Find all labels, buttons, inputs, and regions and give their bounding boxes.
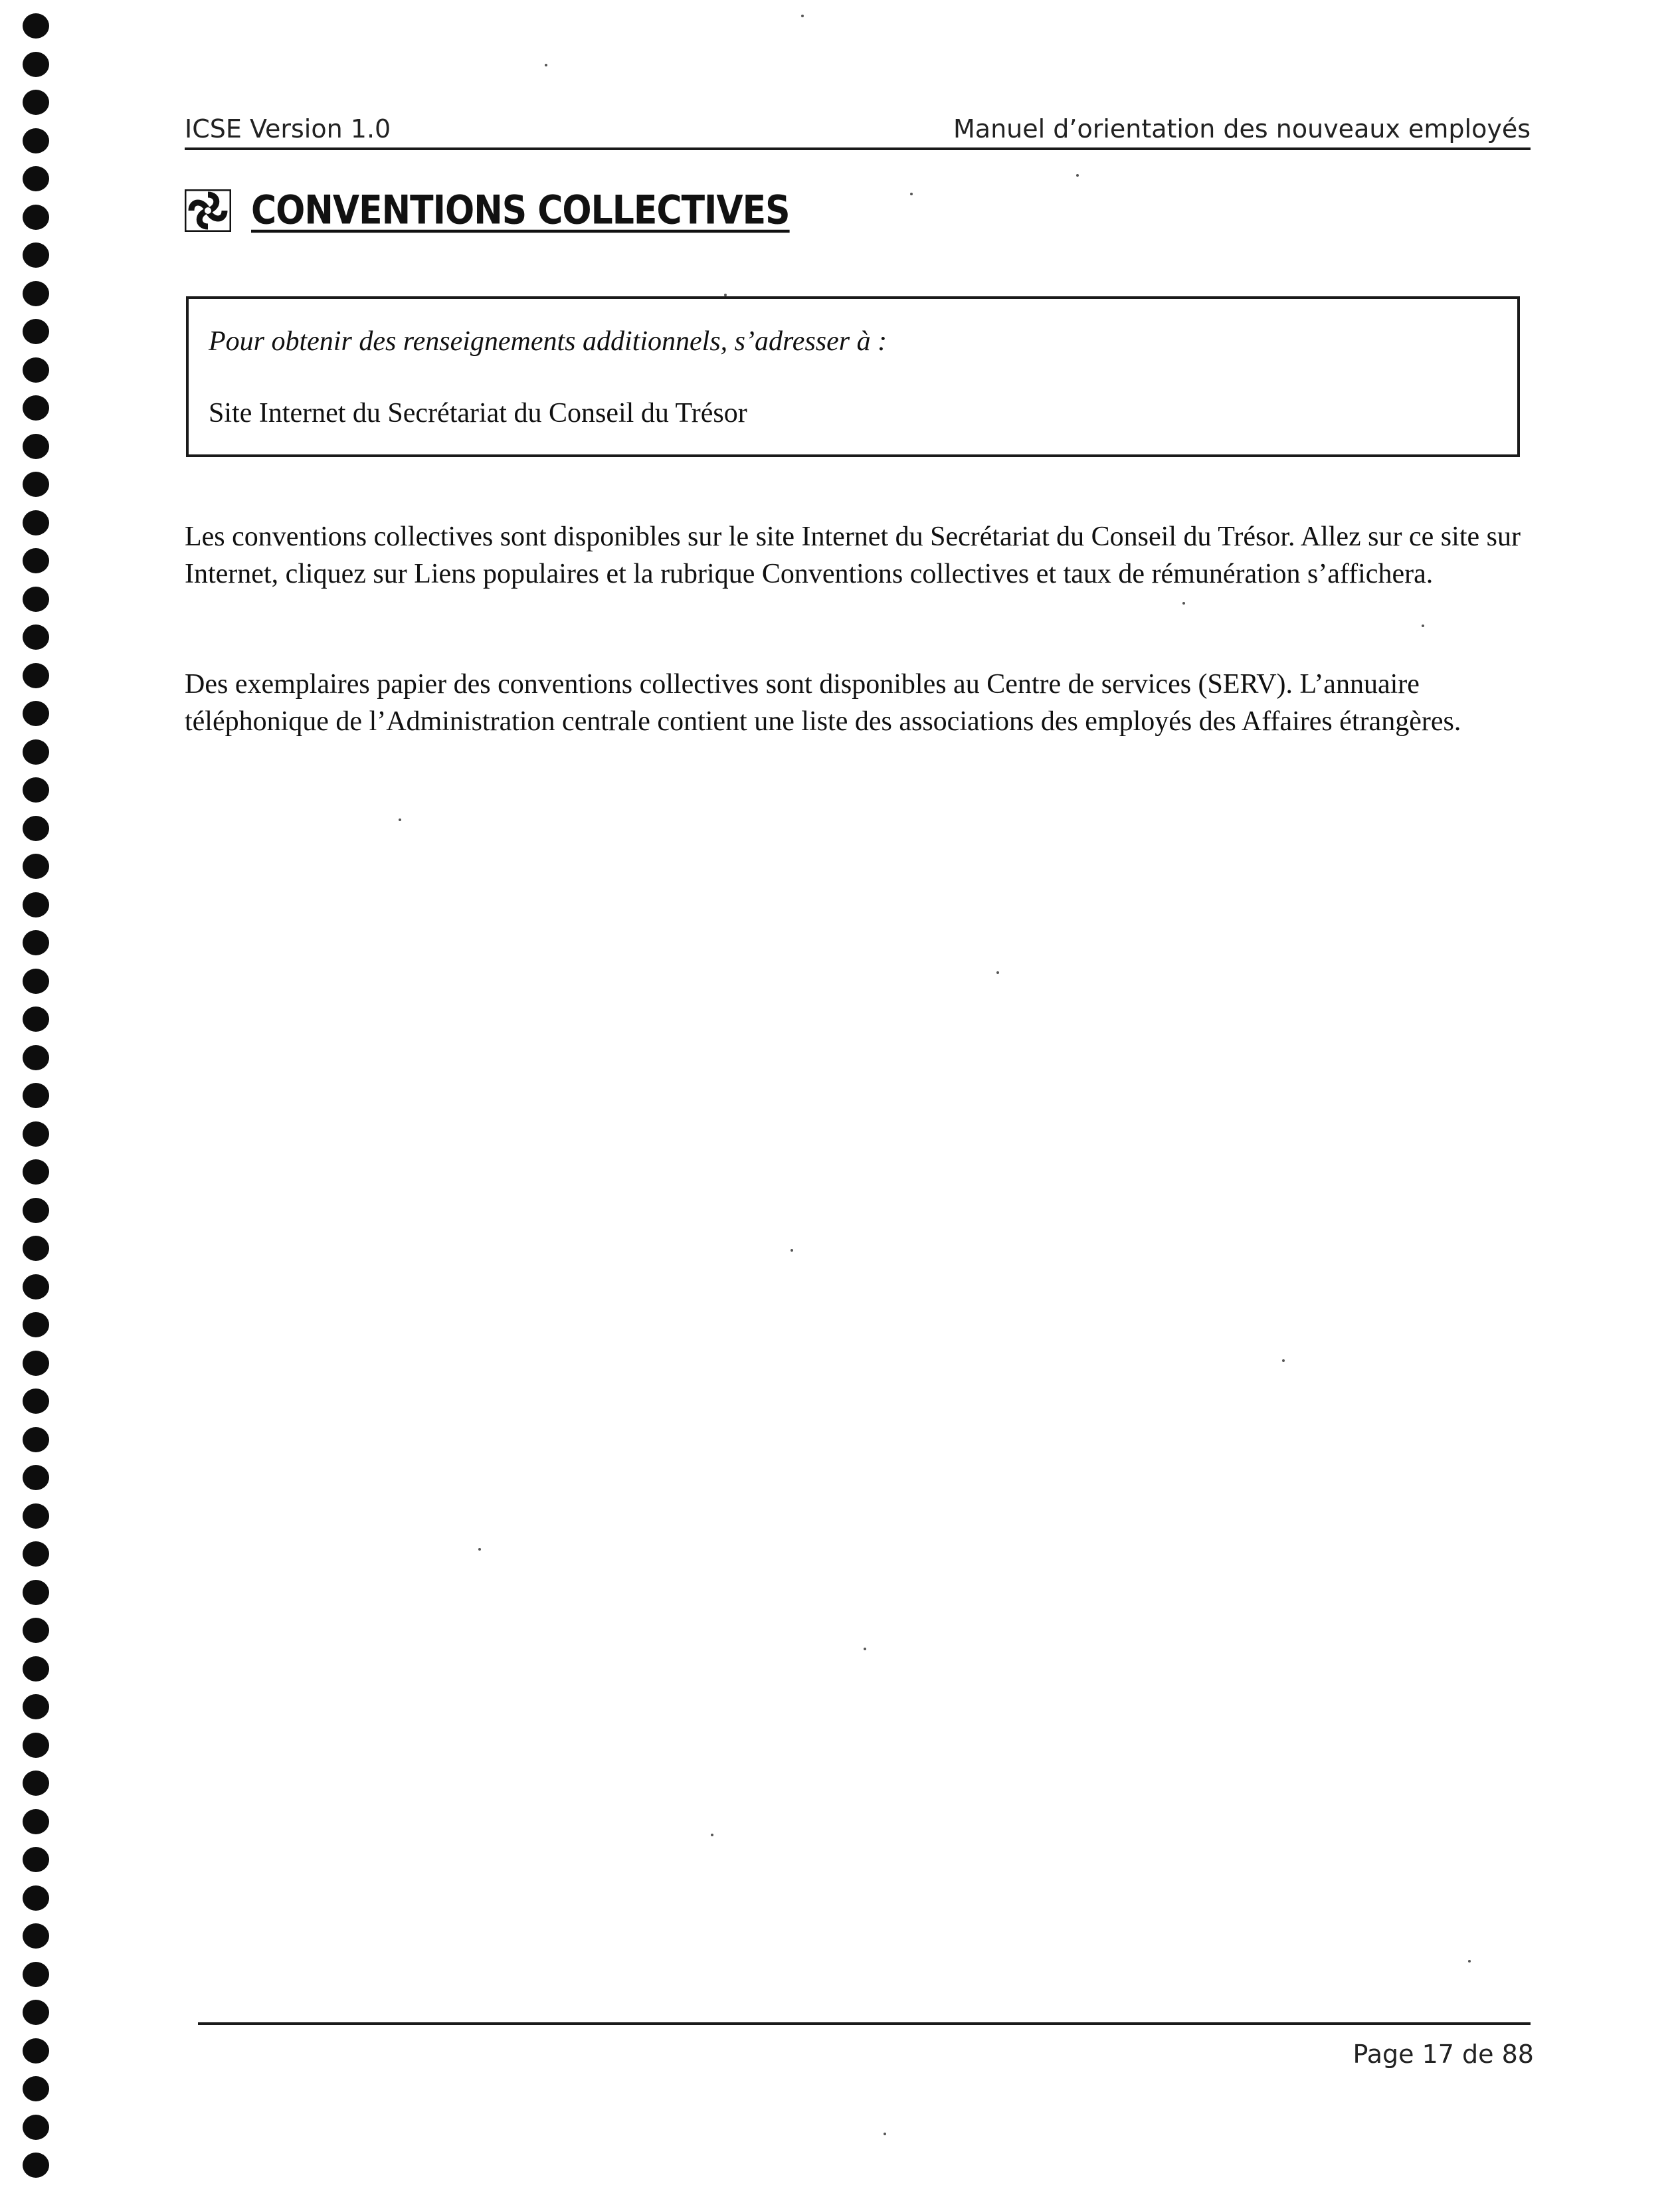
binding-hole — [23, 357, 49, 383]
binding-hole — [23, 1274, 49, 1299]
binding-hole — [23, 434, 49, 459]
binding-hole — [23, 281, 49, 306]
binding-hole — [23, 1809, 49, 1834]
binding-hole — [23, 777, 49, 803]
binding-hole — [23, 1580, 49, 1605]
binding-hole — [23, 319, 49, 344]
binding-hole — [23, 587, 49, 612]
binding-hole — [23, 395, 49, 421]
binding-hole — [23, 854, 49, 879]
binding-hole — [23, 663, 49, 688]
binding-hole — [23, 739, 49, 765]
binding-hole — [23, 1465, 49, 1490]
binding-hole — [23, 472, 49, 497]
binding-hole — [23, 1198, 49, 1223]
binding-hole — [23, 1389, 49, 1414]
binding-hole — [23, 1045, 49, 1070]
header-document-title: Manuel d’orientation des nouveaux employés — [953, 114, 1531, 144]
binding-hole — [23, 205, 49, 230]
binding-hole — [23, 1541, 49, 1567]
binding-hole — [23, 2076, 49, 2101]
scan-speck — [1282, 1359, 1285, 1362]
scan-speck — [399, 818, 401, 821]
binding-hole — [23, 1771, 49, 1796]
header-version: ICSE Version 1.0 — [185, 114, 391, 144]
section-title: CONVENTIONS COLLECTIVES — [251, 187, 790, 234]
scan-speck — [1422, 624, 1424, 627]
binding-hole — [23, 128, 49, 153]
binding-hole — [23, 2038, 49, 2064]
binding-hole — [23, 1312, 49, 1337]
binding-hole — [23, 816, 49, 841]
binding-hole — [23, 1885, 49, 1911]
scan-speck — [910, 193, 913, 195]
binding-hole — [23, 52, 49, 77]
binding-hole — [23, 510, 49, 535]
paragraph-availability: Les conventions collectives sont disponibles sur le site Internet du Secrétariat du Conseil du Trésor. Allez sur ce site sur Internet, cliquez sur Liens populaires et la rubrique Conventions collectives et taux de rémunération s’affichera. — [185, 522, 1521, 589]
binding-hole — [23, 1733, 49, 1758]
page-header — [185, 106, 1531, 150]
scan-speck — [996, 971, 999, 974]
info-box-intro: Pour obtenir des renseignements additionnels, s’adresser à : — [209, 326, 887, 357]
scan-speck — [801, 15, 804, 17]
binding-hole — [23, 624, 49, 650]
scan-speck — [864, 1648, 866, 1650]
binding-hole — [23, 1503, 49, 1529]
binding-hole — [23, 969, 49, 994]
scan-speck — [1182, 602, 1185, 605]
binding-hole — [23, 2115, 49, 2140]
scan-speck — [478, 1548, 481, 1551]
binding-hole — [23, 930, 49, 955]
binding-hole — [23, 1159, 49, 1185]
binding-hole — [23, 1351, 49, 1376]
info-box — [186, 296, 1520, 457]
knot-emblem-icon — [185, 189, 231, 232]
binding-hole — [23, 166, 49, 191]
scan-speck — [791, 1249, 793, 1252]
scan-speck — [1468, 1960, 1471, 1963]
binding-hole — [23, 2000, 49, 2025]
binding-hole — [23, 13, 49, 39]
spiral-binding — [19, 13, 56, 2199]
binding-hole — [23, 1656, 49, 1681]
section-heading — [185, 186, 790, 235]
binding-hole — [23, 1694, 49, 1719]
binding-hole — [23, 1007, 49, 1032]
binding-hole — [23, 1962, 49, 1987]
binding-hole — [23, 1236, 49, 1261]
binding-hole — [23, 892, 49, 917]
scan-speck — [724, 294, 727, 296]
binding-hole — [23, 1618, 49, 1643]
info-box-source: Site Internet du Secrétariat du Conseil du Trésor — [209, 398, 747, 429]
page-number: Page 17 de 88 — [1353, 2040, 1534, 2069]
binding-hole — [23, 242, 49, 268]
paragraph-paper-copies: Des exemplaires papier des conventions collectives sont disponibles au Centre de services (SERV). L’annuaire téléphonique de l’Administration centrale contient une liste des associations des employés des Affaires étrangères. — [185, 669, 1461, 737]
footer-rule — [198, 2022, 1531, 2025]
binding-hole — [23, 1121, 49, 1147]
scan-speck — [884, 2133, 886, 2135]
binding-hole — [23, 548, 49, 573]
binding-hole — [23, 701, 49, 726]
binding-hole — [23, 1847, 49, 1872]
binding-hole — [23, 90, 49, 115]
binding-hole — [23, 1083, 49, 1108]
binding-hole — [23, 1427, 49, 1452]
scan-speck — [545, 64, 547, 66]
binding-hole — [23, 1923, 49, 1949]
binding-hole — [23, 2153, 49, 2178]
scan-speck — [711, 1834, 713, 1836]
scan-speck — [1076, 174, 1079, 177]
